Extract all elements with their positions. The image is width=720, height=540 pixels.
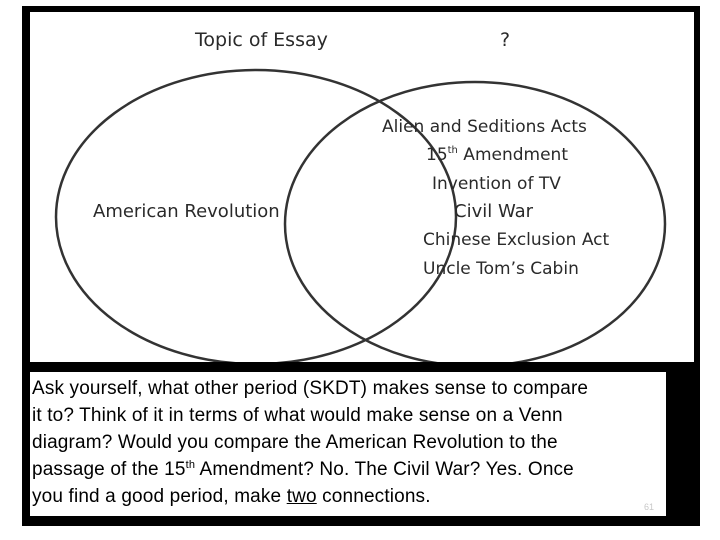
page-number: 61 — [643, 502, 654, 512]
right-item-4: Civil War — [454, 201, 534, 222]
caption-box — [30, 372, 666, 516]
right-item-2-sup: th — [447, 145, 458, 156]
caption-line-1: Ask yourself, what other period (SKDT) makes sense to compare — [32, 378, 589, 399]
caption-line-3: diagram? Would you compare the American Revolution to the — [32, 432, 558, 453]
right-item-2-num: 15 — [426, 145, 448, 165]
venn-diagram-svg — [30, 12, 694, 362]
right-item-5: Chinese Exclusion Act — [423, 230, 610, 250]
caption-underlined-word: two — [286, 486, 317, 507]
caption-line-4-sup: th — [185, 459, 196, 471]
right-item-2-rest: Amendment — [457, 145, 568, 165]
left-item-label: American Revolution — [93, 201, 280, 222]
right-item-3: Invention of TV — [432, 174, 561, 194]
question-label: ? — [500, 29, 511, 51]
caption-line-2: it to? Think of it in terms of what would make sense on a Venn — [32, 405, 563, 426]
caption-line-5-post: connections. — [316, 486, 431, 507]
caption-line-4-pre: passage of the 15 — [32, 459, 186, 480]
caption-text — [32, 375, 672, 510]
right-item-2 — [426, 145, 568, 165]
right-item-1: Alien and Seditions Acts — [382, 117, 587, 137]
topic-label: Topic of Essay — [195, 29, 328, 51]
right-item-6: Uncle Tom’s Cabin — [423, 259, 579, 279]
venn-diagram — [30, 12, 694, 362]
caption-line-5 — [32, 483, 672, 510]
caption-line-4-post: Amendment? No. The Civil War? Yes. Once — [195, 459, 574, 480]
caption-line-4 — [32, 456, 672, 483]
caption-line-5-pre: you find a good period, make — [32, 486, 287, 507]
